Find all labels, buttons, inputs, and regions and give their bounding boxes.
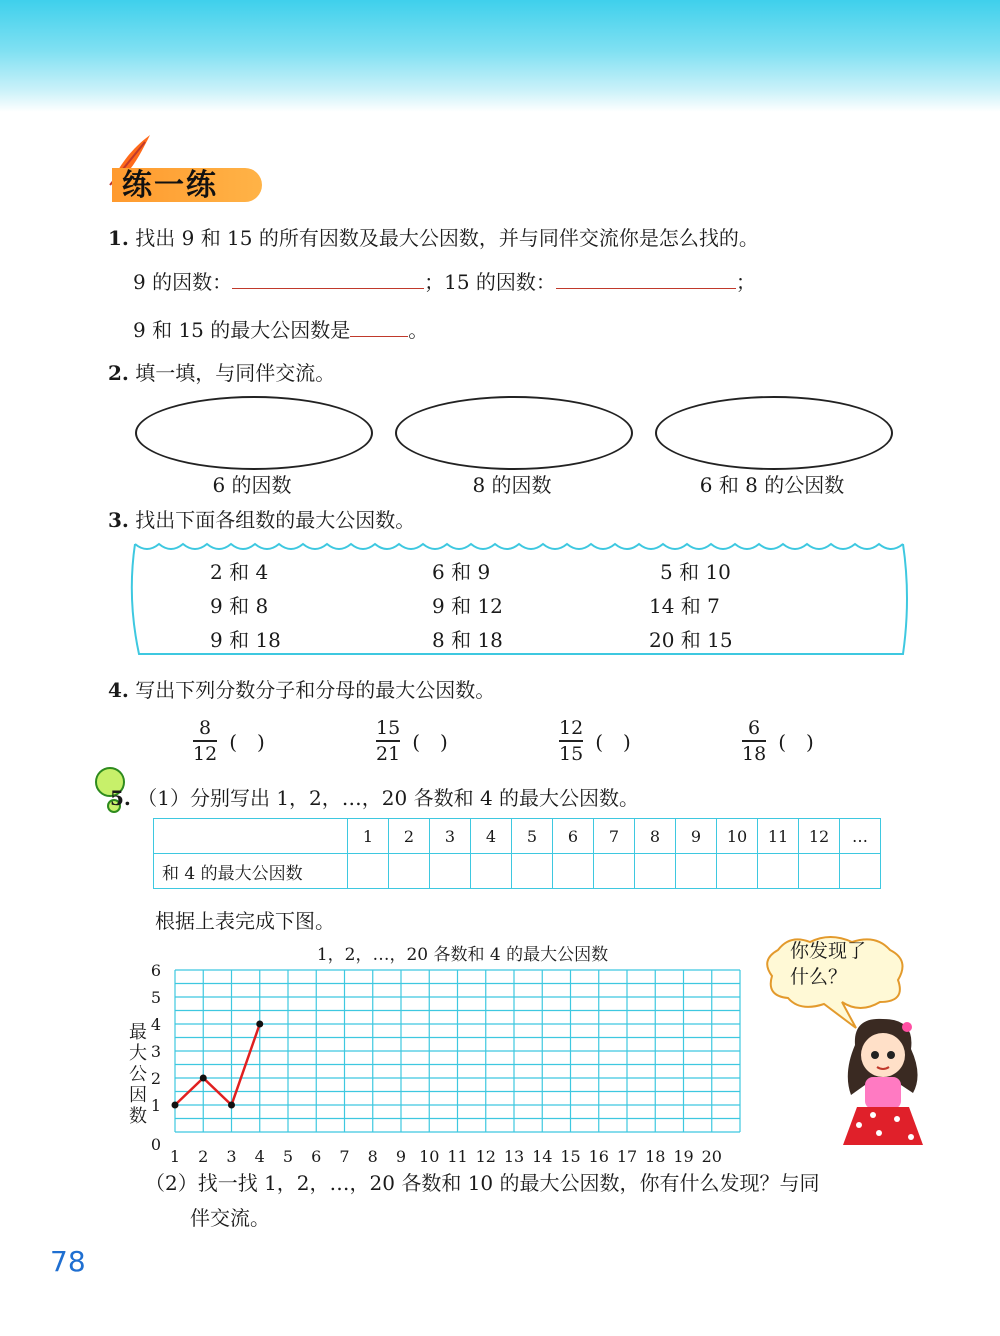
q5-prompt	[110, 782, 639, 811]
q1-prompt	[108, 222, 759, 251]
answer-paren[interactable]: ( )	[595, 730, 631, 755]
q3-text: 找出下面各组数的最大公因数。	[135, 508, 416, 532]
table-header: 5	[512, 819, 553, 854]
q3-pair: 9 和 18	[210, 628, 281, 652]
q3-pair: 2 和 4	[210, 560, 269, 584]
y-tick-label: 1	[150, 1096, 161, 1115]
table-cell-blank[interactable]	[676, 854, 717, 889]
q4-item	[559, 717, 631, 765]
q1-label-15: ；15 的因数：	[424, 270, 556, 294]
q3-pair: 9 和 8	[210, 594, 269, 618]
x-tick-label: 9	[395, 1147, 407, 1166]
q3-pair: 9 和 12	[432, 594, 503, 618]
y-tick-label: 3	[150, 1042, 161, 1061]
answer-paren[interactable]: ( )	[412, 730, 448, 755]
page-title: 练一练	[122, 168, 218, 203]
table-row	[154, 854, 881, 889]
caption-factors-8: 8 的因数	[472, 473, 552, 497]
q1-end: 。	[408, 318, 429, 342]
table-header: 1	[348, 819, 389, 854]
x-tick-label: 11	[447, 1147, 468, 1166]
x-tick-label: 7	[339, 1147, 350, 1166]
q1-text: 找出 9 和 15 的所有因数及最大公因数，并与同伴交流你是怎么找的。	[135, 226, 759, 250]
q1-label-gcf: 9 和 15 的最大公因数是	[133, 318, 351, 342]
q1-line2	[133, 314, 428, 343]
x-tick-label: 14	[532, 1147, 553, 1166]
chart-title: 1，2，…，20 各数和 4 的最大公因数	[316, 945, 609, 965]
table-header: 11	[758, 819, 799, 854]
x-tick-label: 6	[311, 1147, 322, 1166]
q5-part2-line1: （2）找一找 1，2，…，20 各数和 10 的最大公因数，你有什么发现？与同	[145, 1171, 820, 1195]
q3-pair: 20 和 15	[649, 628, 733, 652]
table-header: 8	[635, 819, 676, 854]
q4-prompt	[108, 674, 495, 703]
table-cell-blank[interactable]	[594, 854, 635, 889]
table-header-row	[154, 819, 881, 854]
data-point	[200, 1075, 207, 1082]
caption-factors-6: 6 的因数	[212, 473, 292, 497]
table-cell-blank[interactable]	[348, 854, 389, 889]
x-tick-label: 2	[198, 1147, 209, 1166]
q4-number: 4.	[108, 678, 129, 702]
q4-item	[376, 717, 448, 765]
x-tick-label: 20	[701, 1147, 722, 1166]
x-tick-label: 17	[616, 1147, 638, 1166]
q2-text: 填一填，与同伴交流。	[135, 361, 336, 385]
numerator: 6	[748, 717, 761, 739]
table-cell-blank[interactable]	[758, 854, 799, 889]
bubble-text	[790, 938, 866, 990]
x-tick-label: 12	[475, 1147, 496, 1166]
q5-part2-line2: 伴交流。	[190, 1206, 270, 1230]
y-tick-label: 0	[150, 1135, 161, 1154]
q3-pair: 5 和 10	[660, 560, 731, 584]
x-tick-label: 8	[367, 1147, 378, 1166]
q5-instruction: 根据上表完成下图。	[155, 909, 335, 933]
table-cell-blank[interactable]	[840, 854, 881, 889]
table-row-label: 和 4 的最大公因数	[154, 854, 348, 889]
bubble-line2: 什么？	[790, 966, 848, 988]
numerator: 8	[199, 717, 212, 739]
table-cell-blank[interactable]	[635, 854, 676, 889]
denominator: 21	[376, 742, 401, 765]
q3-pair: 14 和 7	[649, 594, 720, 618]
x-tick-label: 19	[673, 1147, 694, 1166]
q4-text: 写出下列分数分子和分母的最大公因数。	[135, 678, 496, 702]
q1-sep: ；	[735, 270, 756, 294]
q3-prompt	[108, 504, 415, 533]
top-banner	[0, 0, 1000, 112]
x-tick-label: 15	[560, 1147, 581, 1166]
q3-number: 3.	[108, 508, 129, 532]
gcf-line-chart	[120, 938, 770, 1166]
answer-paren[interactable]: ( )	[778, 730, 814, 755]
table-header: 6	[553, 819, 594, 854]
q1-line1	[133, 266, 756, 295]
fraction	[559, 717, 583, 765]
y-axis-label-char: 因	[129, 1085, 147, 1106]
x-tick-label: 16	[588, 1147, 609, 1166]
data-point	[256, 1021, 263, 1028]
q2-number: 2.	[108, 361, 129, 385]
table-header: 3	[430, 819, 471, 854]
y-axis-label-char: 公	[129, 1064, 147, 1085]
x-tick-label: 3	[226, 1147, 237, 1166]
data-point	[228, 1102, 235, 1109]
table-cell-blank[interactable]	[471, 854, 512, 889]
y-tick-label: 2	[150, 1069, 161, 1088]
denominator: 12	[193, 742, 218, 765]
numerator: 12	[559, 717, 584, 739]
table-cell-blank[interactable]	[717, 854, 758, 889]
oval-factors-6[interactable]	[135, 396, 373, 470]
numerator: 15	[376, 717, 401, 739]
table-header: 12	[799, 819, 840, 854]
oval-common-factors[interactable]	[655, 396, 893, 470]
fraction	[376, 717, 400, 765]
q5-part1: （1）分别写出 1，2，…，20 各数和 4 的最大公因数。	[137, 786, 640, 810]
y-axis-label-char: 最	[129, 1022, 147, 1043]
q1-blank-gcf[interactable]	[350, 318, 408, 337]
y-tick-label: 4	[150, 1015, 161, 1034]
girl-illustration	[835, 1015, 930, 1160]
fraction	[742, 717, 766, 765]
answer-paren[interactable]: ( )	[229, 730, 265, 755]
x-tick-label: 10	[419, 1147, 440, 1166]
x-tick-label: 4	[254, 1147, 265, 1166]
q4-item	[742, 717, 814, 765]
data-point	[172, 1102, 179, 1109]
page-number: 78	[50, 1245, 86, 1278]
q3-pair: 8 和 18	[432, 628, 503, 652]
x-tick-label: 13	[503, 1147, 525, 1166]
x-tick-label: 1	[169, 1147, 181, 1166]
q3-pair: 6 和 9	[432, 560, 491, 584]
table-header: 10	[717, 819, 758, 854]
y-tick-label: 5	[150, 988, 161, 1007]
q1-label-9: 9 的因数：	[133, 270, 233, 294]
bubble-line1: 你发现了	[790, 940, 867, 962]
table-cell-blank[interactable]	[389, 854, 430, 889]
x-tick-label: 18	[645, 1147, 666, 1166]
table-cell-blank[interactable]	[553, 854, 594, 889]
x-tick-label: 5	[282, 1147, 294, 1166]
denominator: 18	[742, 742, 767, 765]
table-corner	[154, 819, 348, 854]
denominator: 15	[559, 742, 584, 765]
table-cell-blank[interactable]	[430, 854, 471, 889]
q4-item	[193, 717, 265, 765]
oval-factors-8[interactable]	[395, 396, 633, 470]
gcf-table	[153, 818, 881, 889]
table-cell-blank[interactable]	[799, 854, 840, 889]
y-axis-label-char: 数	[129, 1106, 147, 1127]
table-header: …	[840, 819, 881, 854]
table-header: 2	[389, 819, 430, 854]
q1-number: 1.	[108, 226, 129, 250]
table-cell-blank[interactable]	[512, 854, 553, 889]
q1-blank-9[interactable]	[232, 270, 424, 289]
table-header: 4	[471, 819, 512, 854]
q5-number: 5.	[110, 786, 131, 810]
caption-common-factors: 6 和 8 的公因数	[699, 473, 845, 497]
table-header: 7	[594, 819, 635, 854]
y-axis-label-char: 大	[129, 1043, 147, 1064]
y-tick-label: 6	[150, 961, 161, 980]
q2-prompt	[108, 357, 335, 386]
fraction	[193, 717, 217, 765]
table-header: 9	[676, 819, 717, 854]
q1-blank-15[interactable]	[556, 270, 736, 289]
